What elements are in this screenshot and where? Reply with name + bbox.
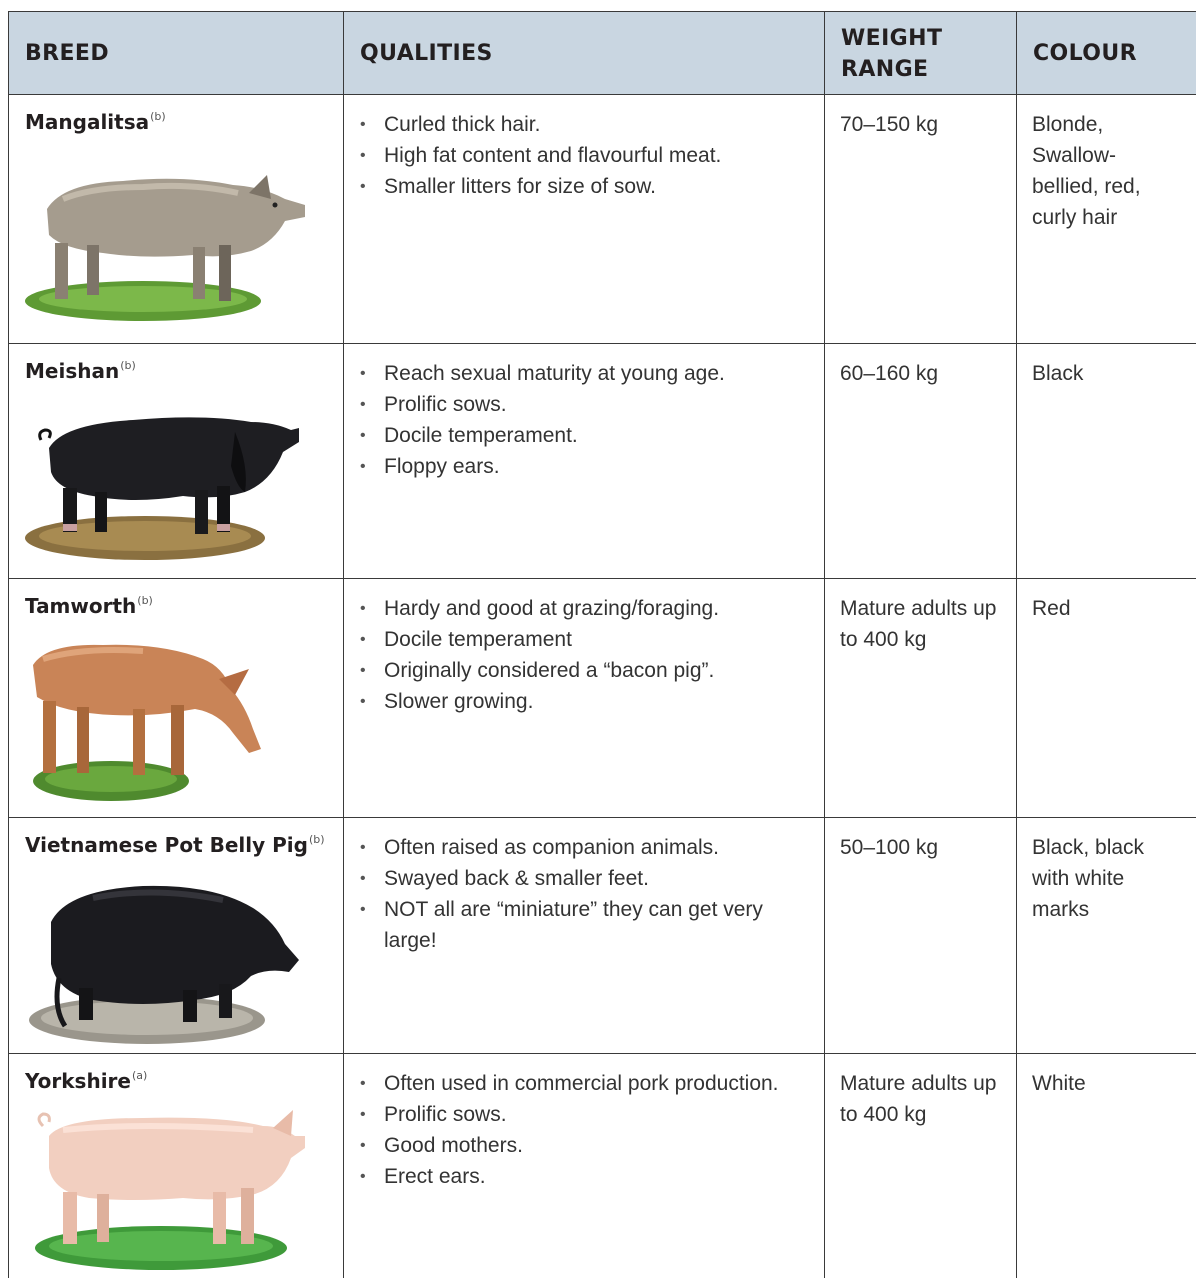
meishan-pig-photo — [23, 396, 308, 566]
breed-name: Tamworth$^{(b)}$ — [25, 594, 153, 618]
table-row — [8, 579, 1196, 817]
table-row — [8, 95, 1196, 343]
pot-belly-pig-photo — [23, 868, 308, 1048]
list-item: • Prolific sows. — [358, 389, 798, 420]
mangalitsa-pig-photo — [23, 147, 308, 327]
colour-text: Black — [1032, 362, 1084, 385]
colour-text: Black, black with white marks — [1032, 836, 1145, 921]
list-item: • Slower growing. — [358, 686, 798, 717]
weight-range: 60–160 kg — [840, 362, 939, 385]
colour-text: Red — [1032, 597, 1071, 620]
list-item: • Reach sexual maturity at young age. — [358, 358, 798, 389]
list-item: • Swayed back & smaller feet. — [358, 863, 798, 894]
breed-name: Mangalitsa$^{(b)}$ — [25, 110, 166, 134]
header-qualities: QUALITIES — [360, 41, 493, 66]
tamworth-pig-photo — [23, 629, 308, 807]
header-weight-line1: WEIGHT — [841, 26, 943, 51]
table-row — [8, 344, 1196, 578]
breed-name: Vietnamese Pot Belly Pig$^{(b)}$ — [25, 833, 325, 857]
weight-range: 70–150 kg — [840, 113, 939, 136]
list-item: • NOT all are “miniature” they can get very large! — [358, 894, 798, 956]
breed-name: Yorkshire$^{(a)}$ — [25, 1069, 148, 1093]
reference-mark: (b) — [308, 833, 325, 846]
table-row — [8, 1054, 1196, 1278]
list-item: • Hardy and good at grazing/foraging. — [358, 593, 798, 624]
colour-text: Blonde, Swallow-bellied, red, curly hair — [1032, 113, 1141, 229]
colour-text: White — [1032, 1072, 1086, 1095]
list-item: • Good mothers. — [358, 1130, 798, 1161]
reference-mark: (b) — [150, 110, 166, 123]
qualities-list — [358, 358, 798, 482]
list-item: • Often raised as companion animals. — [358, 832, 798, 863]
list-item: • Docile temperament. — [358, 420, 798, 451]
weight-range: Mature adults up to 400 kg — [840, 1072, 997, 1126]
qualities-list — [358, 832, 798, 956]
yorkshire-pig-photo — [23, 1108, 308, 1274]
row-divider — [8, 11, 1196, 12]
weight-range: 50–100 kg — [840, 836, 939, 859]
reference-mark: (b) — [120, 359, 136, 372]
list-item: • Docile temperament — [358, 624, 798, 655]
table-row — [8, 818, 1196, 1053]
qualities-list — [358, 593, 798, 717]
list-item: • Often used in commercial pork production. — [358, 1068, 798, 1099]
reference-mark: (b) — [137, 594, 153, 607]
qualities-list — [358, 1068, 798, 1192]
table-header — [8, 11, 1196, 94]
list-item: • Originally considered a “bacon pig”. — [358, 655, 798, 686]
list-item: • Floppy ears. — [358, 451, 798, 482]
qualities-list — [358, 109, 798, 202]
list-item: • Prolific sows. — [358, 1099, 798, 1130]
weight-range: Mature adults up to 400 kg — [840, 597, 997, 651]
header-colour: COLOUR — [1033, 41, 1137, 66]
list-item: • Erect ears. — [358, 1161, 798, 1192]
header-weight-line2: RANGE — [841, 57, 929, 82]
pig-breeds-table — [8, 11, 1196, 1278]
header-weight-range — [841, 23, 942, 85]
list-item: • High fat content and flavourful meat. — [358, 140, 798, 171]
breed-name: Meishan$^{(b)}$ — [25, 359, 136, 383]
header-breed: BREED — [25, 41, 110, 66]
list-item: • Curled thick hair. — [358, 109, 798, 140]
list-item: • Smaller litters for size of sow. — [358, 171, 798, 202]
reference-mark: (a) — [131, 1069, 148, 1082]
